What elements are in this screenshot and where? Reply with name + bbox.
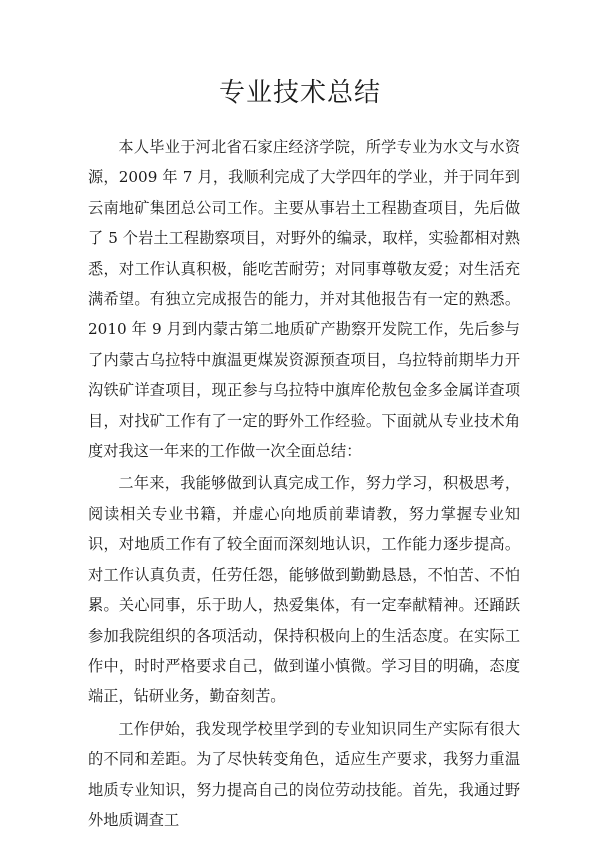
paragraph-3: 工作伊始，我发现学校里学到的专业知识同生产实际有很大的不同和差距。为了尽快转变角色，适应生产要求，我努力重温地质专业知识，努力提高自己的岗位劳动技能。首先，我通过野外地质调查工 — [88, 719, 520, 829]
page-title: 专业技术总结 — [218, 78, 381, 108]
paragraph-2: 二年来，我能够做到认真完成工作，努力学习，积极思考，阅读相关专业书籍，并虚心向地质前辈请教，努力掌握专业知识，对地质工作有了较全面而深刻地认识，工作能力逐步提高。对工作认真负责，任劳任怨，能够做到勤勤恳恳，不怕苦、不怕累。关心同事，乐于助人，热爱集体，有一定奉献精神。还踊跃参加我院组织的各项活动，保持积极向上的生活态度。在实际工作中，时时严格要求自己，做到谨小慎微。学习目的明确，态度端正，钻研业务，勤奋刻苦。 — [88, 474, 520, 706]
paragraph-1: 本人毕业于河北省石家庄经济学院，所学专业为水文与水资源，2009 年 7 月，我顺利完成了大学四年的学业，并于同年到云南地矿集团总公司工作。主要从事岩土工程勘查项目，先后做了 5 个岩土工程勘察项目，对野外的编录，取样，实验都相对熟悉，对工作认真积极，能吃苦耐劳；对同事尊敬友爱；对生活充满希望。有独立完成报告的能力，并对其他报告有一定的熟悉。2010 年 9 月到内蒙古第二地质矿产勘察开发院工作，先后参与了内蒙古乌拉特中旗温更煤炭资源预查项目，乌拉特前期毕力开沟铁矿详查项目，现正参与乌拉特中旗库伦敖包金多金属详查项目，对找矿工作有了一定的野外工作经验。下面就从专业技术角度对我这一年来的工作做一次全面总结： — [88, 138, 520, 461]
document-body — [88, 132, 520, 835]
